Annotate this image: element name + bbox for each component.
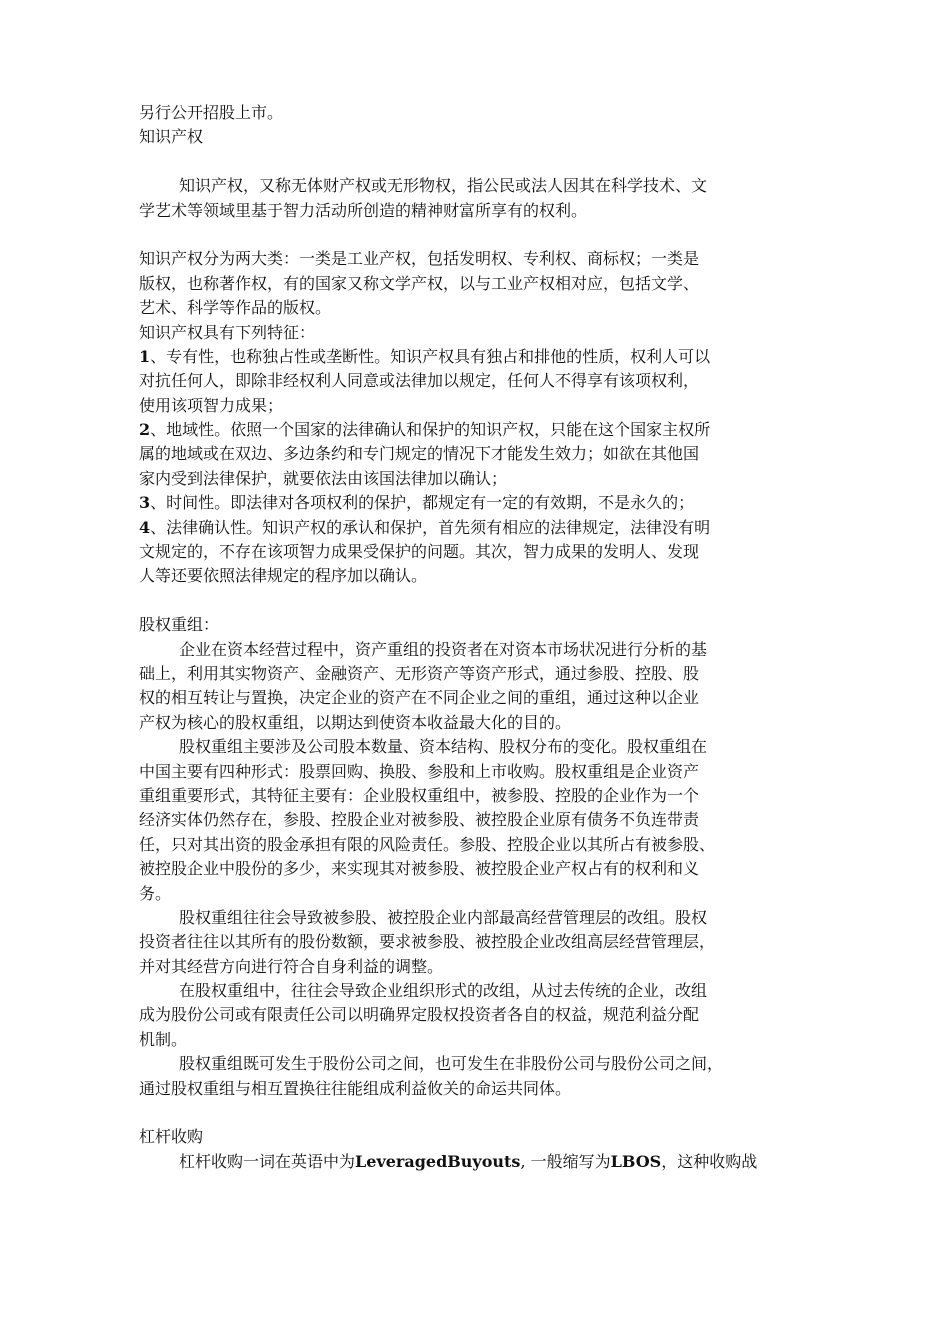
ip-heading: 知识产权 [139,127,204,147]
equity-paragraph-line: 础上，利用其实物资产、金融资产、无形资产等资产形式，通过参股、控股、股 [139,663,700,683]
blank-line [139,589,829,613]
ip-categories-line: 知识产权分为两大类：一类是工业产权，包括发明权、专利权、商标权；一类是 [139,249,700,269]
ip-categories-line: 艺术、科学等作品的版权。 [139,298,332,318]
feature-text: 、时间性。即法律对各项权利的保护，都规定有一定的有效期，不是永久的； [150,493,695,513]
equity-paragraph-line: 成为股份公司或有限责任公司以明确界定股权投资者各自的权益，规范利益分配 [139,1005,700,1025]
feature-item-3 [139,491,829,515]
equity-paragraph-line: 中国主要有四种形式：股票回购、换股、参股和上市收购。股权重组是企业资产 [139,761,700,781]
equity-paragraph-line: 股权重组主要涉及公司股本数量、资本结构、股权分布的变化。股权重组在 [179,737,708,757]
blank-line [139,1101,829,1125]
feature-item-1 [139,345,829,369]
lbo-heading: 杠杆收购 [139,1127,204,1147]
feature-text-line: 对抗任何人，即除非经权利人同意或法律加以规定，任何人不得享有该项权利， [139,371,700,391]
equity-paragraph-line: 企业在资本经营过程中，资产重组的投资者在对资本市场状况进行分析的基 [179,639,708,659]
equity-paragraph-line: 股权重组往往会导致被参股、被控股企业内部最高经营管理层的改组。股权 [179,907,708,927]
lbo-term-abbr: LBOS [610,1151,662,1171]
feature-number: 3 [139,493,151,513]
equity-paragraph-line: 被控股企业中股份的多少，来实现其对被参股、被控股企业产权占有的权利和义 [139,859,700,879]
feature-text: 、法律确认性。知识产权的承认和保护，首先须有相应的法律规定，法律没有明 [150,517,711,537]
feature-text: 、专有性，也称独占性或垄断性。知识产权具有独占和排他的性质，权利人可以 [150,346,711,366]
ip-features-intro: 知识产权具有下列特征： [139,322,316,342]
feature-text-line: 使用该项智力成果； [139,395,284,415]
equity-paragraph-line: 股权重组既可发生于股份公司之间，也可发生在非股份公司与股份公司之间， [179,1054,724,1074]
feature-number: 4 [139,517,151,537]
feature-number: 1 [139,346,151,366]
lbo-text: , 一般缩写为 [520,1151,611,1171]
blank-line [139,223,829,247]
equity-paragraph-line: 机制。 [139,1029,188,1049]
lbo-paragraph-line [139,1150,829,1174]
feature-text-line: 属的地域或在双边、多边条约和专门规定的情况下才能发生效力；如欲在其他国 [139,444,700,464]
lbo-term-en: LeveragedBuyouts [355,1151,521,1171]
ip-definition-line: 知识产权，又称无体财产权或无形物权，指公民或法人因其在科学技术、文 [179,176,708,196]
equity-paragraph-line: 并对其经营方向进行符合自身利益的调整。 [139,956,444,976]
document-page [139,101,829,1174]
equity-paragraph-line: 产权为核心的股权重组，以期达到使资本收益最大化的目的。 [139,712,572,732]
ip-categories-line: 版权，也称著作权，有的国家又称文学产权，以与工业产权相对应，包括文学、 [139,273,700,293]
intro-line: 另行公开招股上市。 [139,103,284,122]
equity-paragraph-line: 务。 [139,883,172,903]
equity-paragraph-line: 通过股权重组与相互置换往往能组成利益攸关的命运共同体。 [139,1078,572,1098]
equity-paragraph-line: 投资者往往以其所有的股份数额，要求被参股、被控股企业改组高层经营管理层， [139,932,716,952]
feature-item-4 [139,516,829,540]
equity-paragraph-line: 权的相互转让与置换，决定企业的资产在不同企业之间的重组，通过这种以企业 [139,688,700,708]
equity-heading: 股权重组： [139,615,220,635]
equity-paragraph-line: 任，只对其出资的股金承担有限的风险责任。参股、控股企业以其所占有被参股、 [139,834,716,854]
ip-definition-line: 学艺术等领域里基于智力活动所创造的精神财富所享有的权利。 [139,200,588,220]
lbo-text: 杠杆收购一词在英语中为 [179,1151,356,1171]
feature-item-2 [139,418,829,442]
lbo-text: ，这种收购战 [661,1151,758,1171]
feature-number: 2 [139,420,151,440]
equity-paragraph-line: 在股权重组中，往往会导致企业组织形式的改组，从过去传统的企业，改组 [179,981,708,1001]
equity-paragraph-line: 重组重要形式，其特征主要有：企业股权重组中，被参股、控股的企业作为一个 [139,785,700,805]
feature-text-line: 家内受到法律保护，就要依法由该国法律加以确认； [139,468,508,488]
blank-line [139,150,829,174]
feature-text-line: 文规定的，不存在该项智力成果受保护的问题。其次，智力成果的发明人、发现 [139,542,700,562]
equity-paragraph-line: 经济实体仍然存在，参股、控股企业对被参股、被控股企业原有债务不负连带责 [139,810,700,830]
feature-text: 、地域性。依照一个国家的法律确认和保护的知识产权，只能在这个国家主权所 [150,420,711,440]
feature-text-line: 人等还要依照法律规定的程序加以确认。 [139,566,428,586]
